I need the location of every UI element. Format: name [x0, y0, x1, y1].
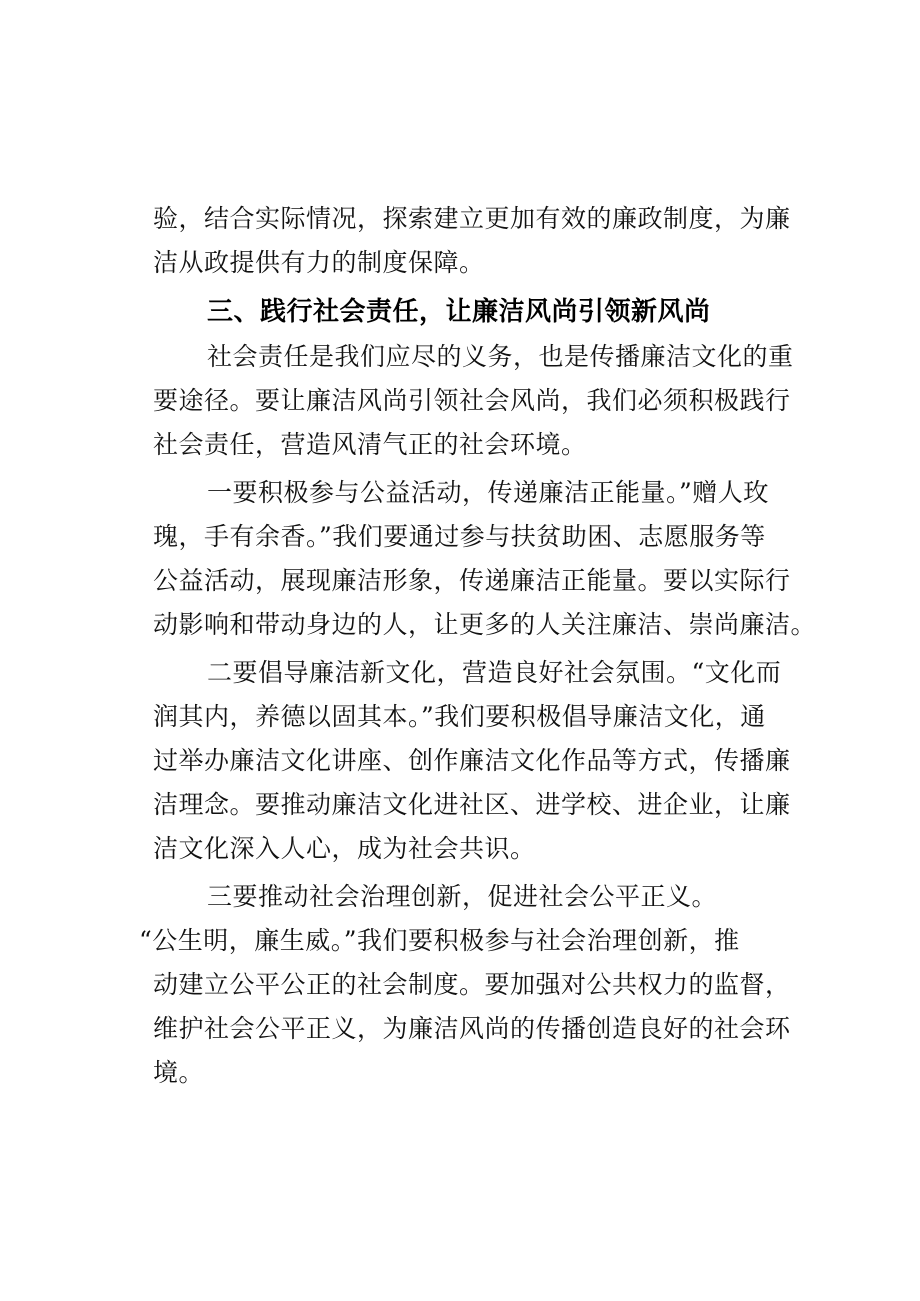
paragraph-one	[153, 471, 817, 647]
text-line: 境。	[153, 1058, 205, 1087]
text-line: 润其内，养德以固其本。”我们要积极倡导廉洁文化，通	[153, 702, 766, 731]
document-body	[139, 197, 817, 1095]
text-line: 社会责任，营造风清气正的社会环境。	[153, 430, 587, 459]
text-line: 二要倡导廉洁新文化，营造良好社会氛围。“文化而	[207, 658, 782, 687]
text-line: 洁文化深入人心，成为社会共识。	[153, 834, 536, 863]
text-line: 社会责任是我们应尽的义务，也是传播廉洁文化的重	[207, 342, 794, 371]
text-line: 公益活动，展现廉洁形象，传递廉洁正能量。要以实际行	[153, 566, 791, 595]
paragraph-intro	[153, 335, 794, 467]
text-line: 洁理念。要推动廉洁文化进社区、进学校、进企业，让廉	[153, 790, 791, 819]
paragraph-continued	[153, 197, 791, 285]
text-line: 验，结合实际情况，探索建立更加有效的廉政制度，为廉	[153, 204, 791, 233]
text-line: “公生明，廉生威。”我们要积极参与社会治理创新，推	[139, 926, 740, 955]
section-heading: 三、践行社会责任，让廉洁风尚引领新风尚	[207, 297, 711, 327]
text-line: 洁从政提供有力的制度保障。	[153, 248, 485, 277]
text-line: 瑰，手有余香。”我们要通过参与扶贫助困、志愿服务等	[153, 522, 766, 551]
text-line: 动建立公平公正的社会制度。要加强对公共权力的监督，	[153, 970, 791, 999]
paragraph-two	[153, 651, 791, 871]
text-line: 三要推动社会治理创新，促进社会公平正义。	[207, 882, 718, 911]
text-line: 过举办廉洁文化讲座、创作廉洁文化作品等方式，传播廉	[153, 746, 791, 775]
text-line: 要途径。要让廉洁风尚引领社会风尚，我们必须积极践行	[153, 386, 791, 415]
text-line: 动影响和带动身边的人，让更多的人关注廉洁、崇尚廉洁。	[153, 610, 817, 639]
paragraph-three	[139, 875, 791, 1095]
text-line: 维护社会公平正义，为廉洁风尚的传播创造良好的社会环	[153, 1014, 791, 1043]
text-line: 一要积极参与公益活动，传递廉洁正能量。”赠人玫	[207, 478, 769, 507]
